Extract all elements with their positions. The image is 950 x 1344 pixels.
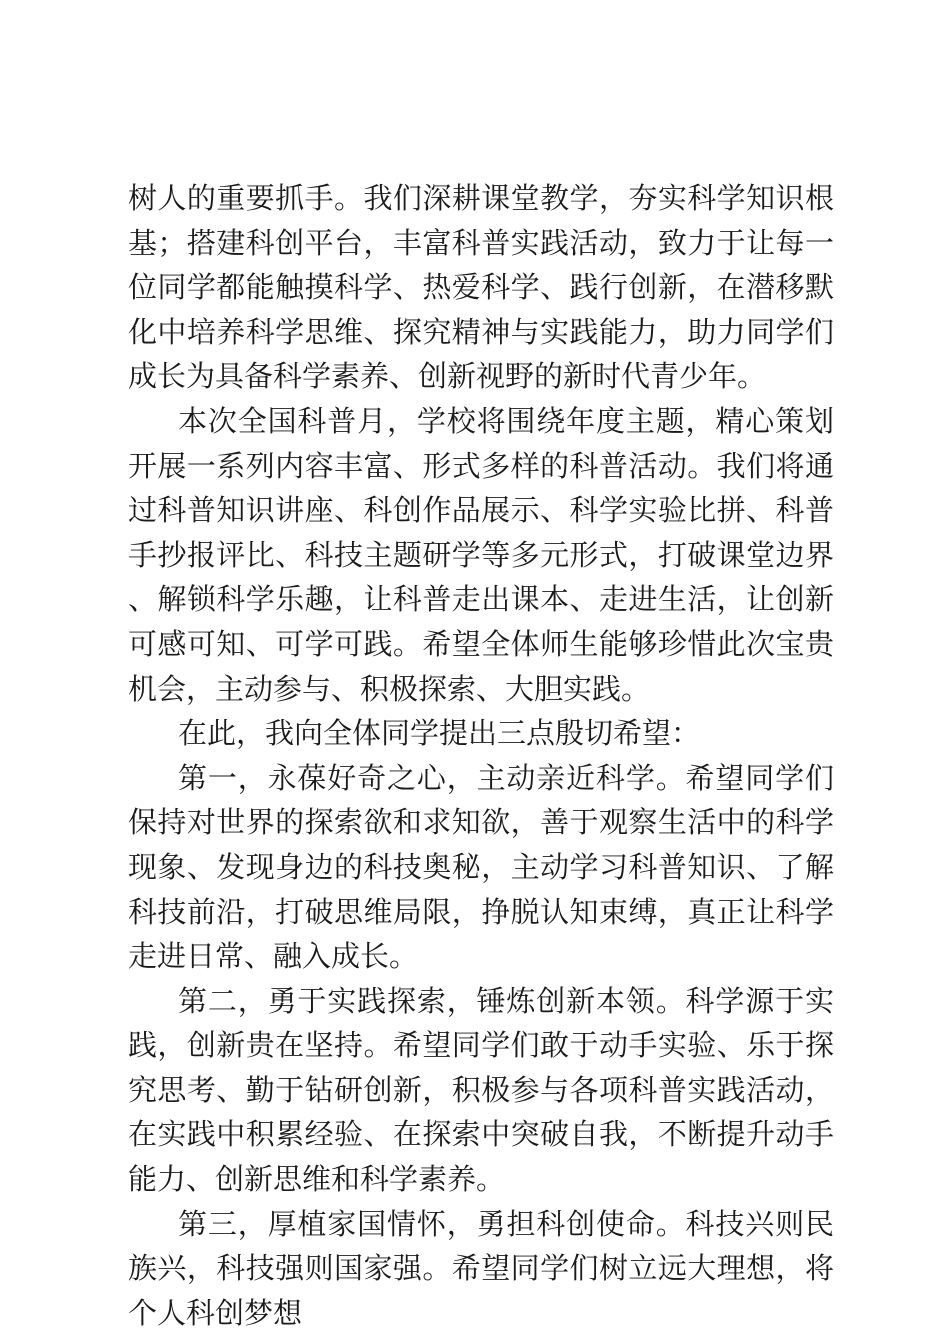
document-body [128, 176, 834, 1335]
paragraph-4: 第一，永葆好奇之心，主动亲近科学。希望同学们保持对世界的探索欲和求知欲，善于观察生活中的科学现象、发现身边的科技奥秘，主动学习科普知识、了解科技前沿，打破思维局限，挣脱认知束缚，真正让科学走进日常、融入成长。 [128, 760, 834, 974]
paragraph-1: 树人的重要抓手。我们深耕课堂教学，夯实科学知识根基；搭建科创平台，丰富科普实践活动，致力于让每一位同学都能触摸科学、热爱科学、践行创新，在潜移默化中培养科学思维、探究精神与实践能力，助力同学们成长为具备科学素养、创新视野的新时代青少年。 [128, 181, 834, 394]
paragraph-5: 第二，勇于实践探索，锤炼创新本领。科学源于实践，创新贵在坚持。希望同学们敢于动手实验、乐于探究思考、勤于钻研创新，积极参与各项科普实践活动，在实践中积累经验、在探索中突破自我，不断提升动手能力、创新思维和科学素养。 [128, 983, 834, 1197]
paragraph-6: 第三，厚植家国情怀，勇担科创使命。科技兴则民族兴，科技强则国家强。希望同学们树立远大理想，将个人科创梦想 [128, 1206, 834, 1330]
paragraph-2: 本次全国科普月，学校将围绕年度主题，精心策划开展一系列内容丰富、形式多样的科普活动。我们将通过科普知识讲座、科创作品展示、科学实验比拼、科普手抄报评比、科技主题研学等多元形式，打破课堂边界、解锁科学乐趣，让科普走出课本、走进生活，让创新可感可知、可学可践。希望全体师生能够珍惜此次宝贵机会，主动参与、积极探索、大胆实践。 [128, 403, 834, 706]
paragraph-3: 在此，我向全体同学提出三点殷切希望： [178, 716, 701, 751]
